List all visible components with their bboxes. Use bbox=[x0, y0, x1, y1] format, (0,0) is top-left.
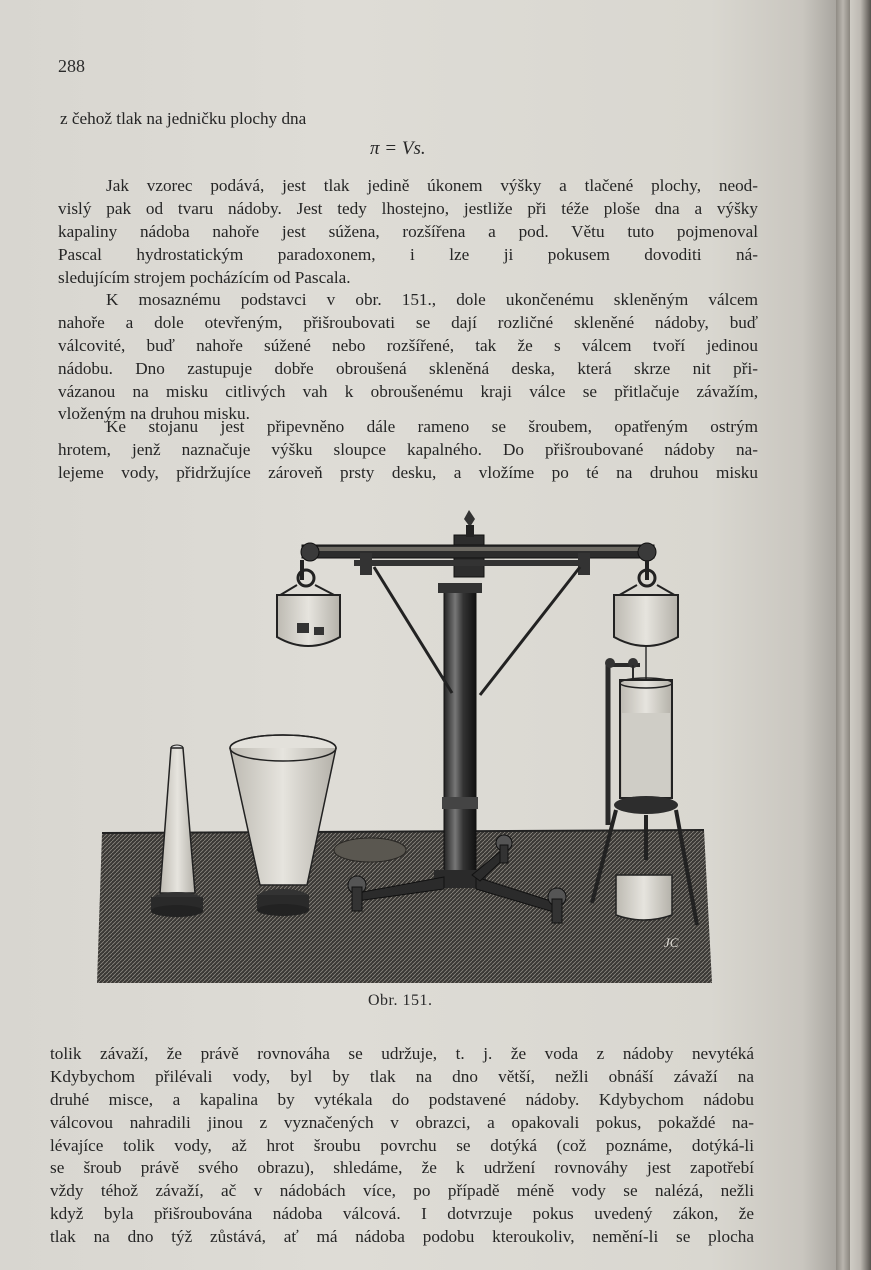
text-line: když byla přišroubována nádoba válcová. I dotvrzuje pokus uvedený zákon, že bbox=[50, 1204, 754, 1224]
text-line: lévajíce tolik vody, až hrot šroubu povrchu se dotýká (což poznáme, dotýká-li bbox=[50, 1135, 754, 1155]
text-line: Kdybychom přilévali vody, byl by tlak na dno větší, nežli obnáší závaží na bbox=[50, 1066, 754, 1086]
figure-151-illustration bbox=[92, 505, 716, 990]
text-line: tolik závaží, že právě rovnováha se udržuje, t. j. že voda z nádoby nevytéká bbox=[50, 1044, 754, 1063]
text-line: válcovité, buď nahoře súžené nebo rozšířené, tak že s válcem tvoří jedinou bbox=[58, 335, 758, 355]
figure-caption: Obr. 151. bbox=[368, 992, 433, 1009]
text-line: druhé misce, a kapalina by vytékala do podstavené nádoby. Kdybychom nádobu bbox=[50, 1089, 754, 1109]
text-line: Pascal hydrostatickým paradoxonem, i lze ji pokusem dovoditi ná- bbox=[58, 244, 758, 264]
text-line: vázanou na misku citlivých vah k obroušenému kraji válce se přitlačuje závažím, bbox=[58, 381, 758, 401]
text-line: vloženým na druhou misku. bbox=[58, 404, 250, 424]
page-number: 288 bbox=[58, 56, 85, 76]
text-line: vždy téhož závaží, ač v nádobách více, po případě méně vody se nalézá, nežli bbox=[50, 1181, 754, 1201]
book-spine-edge bbox=[836, 0, 850, 1270]
text-line: kapaliny nádoba nahoře jest súžena, rozšířena a pod. Větu tuto pojmenoval bbox=[58, 221, 758, 241]
text-line: Jak vzorec podává, jest tlak jedině úkonem výšky a tlačené plochy, neod- bbox=[106, 176, 758, 195]
paragraph-4 bbox=[50, 1043, 754, 1249]
text-line: tlak na dno týž zůstává, ať má nádoba podobu kteroukoliv, nemění-li se plocha bbox=[50, 1227, 754, 1247]
book-page-edge bbox=[850, 0, 871, 1270]
left-scale-pan bbox=[277, 560, 340, 646]
balance-beam bbox=[301, 543, 656, 695]
engraver-signature: JC bbox=[664, 935, 679, 950]
text-line: z čehož tlak na jedničku plochy dna bbox=[60, 109, 307, 128]
text-line: lejeme vody, přidržujíce zároveň prsty desku, a vložíme po té na druhou misku bbox=[58, 462, 758, 482]
paragraph-1 bbox=[58, 175, 758, 289]
intro-line bbox=[60, 108, 306, 131]
text-line: sledujícím strojem pocházícím od Pascala. bbox=[58, 267, 351, 287]
paragraph-2 bbox=[58, 289, 758, 426]
text-line: nahoře a dole otevřeným, přišroubovati se dají rozličné skleněné nádoby, buď bbox=[58, 312, 758, 332]
text-line: vislý pak od tvaru nádoby. Jest tedy lhostejno, jestliže při téže ploše dna a výšky bbox=[58, 198, 758, 218]
text-line: válcovou nahradili jinou z vyznačených v obrazci, a opakovali pokus, pokaždé na- bbox=[50, 1112, 754, 1132]
text-line: K mosaznému podstavci v obr. 151., dole ukončenému skleněným válcem bbox=[106, 290, 758, 309]
text-line: nádobu. Dno zastupuje dobře obroušená skleněná deska, která skrze nit při- bbox=[58, 358, 758, 378]
text-line: hrotem, jenž naznačuje výšku sloupce kapalného. Do přišroubované nádoby na- bbox=[58, 439, 758, 459]
formula: π = Vs. bbox=[370, 138, 426, 159]
text-line: se šroub právě svého obrazu), shledáme, že k udržení rovnováhy jest zapotřebí bbox=[50, 1158, 754, 1178]
paragraph-3 bbox=[58, 416, 758, 485]
text-line: Ke stojanu jest připevněno dále rameno se šroubem, opatřeným ostrým bbox=[106, 417, 758, 436]
